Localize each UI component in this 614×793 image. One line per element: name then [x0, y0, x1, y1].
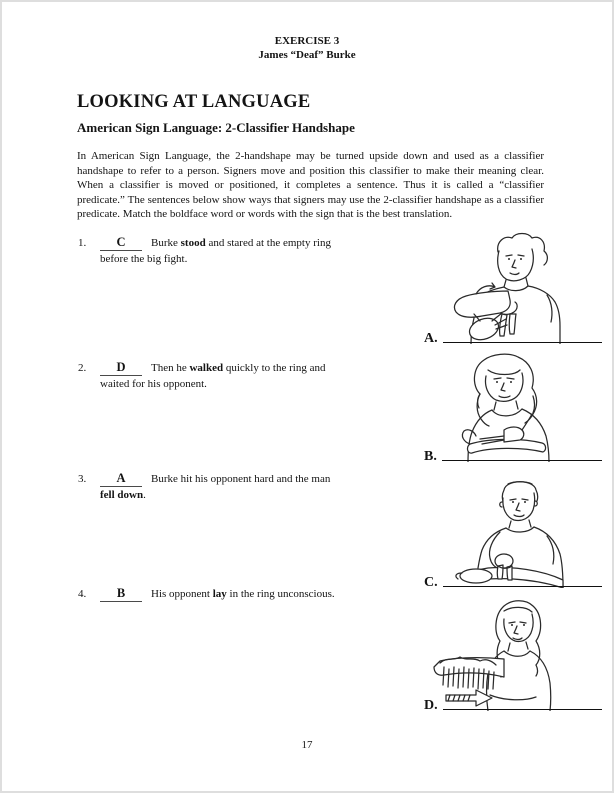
- figure-letter: C.: [424, 575, 438, 590]
- exercise-item-3: [78, 471, 418, 503]
- sentence-text: before the big fight.: [100, 252, 188, 265]
- figure-a-label-row: [424, 332, 602, 346]
- answer-blank: [100, 361, 142, 376]
- item-line-2: [100, 252, 418, 268]
- answer-letter: A: [116, 471, 126, 485]
- item-line-2: [100, 377, 418, 393]
- sentence-text: and stared at the empty ring: [205, 237, 331, 249]
- sentence-text: quickly to the ring and: [223, 362, 326, 374]
- answer-blank: [100, 472, 142, 487]
- answer-blank: [100, 587, 142, 602]
- figure-a: [420, 228, 608, 346]
- intro-paragraph: In American Sign Language, the 2-handshape may be turned upside down and used as a classifier handshape to refer to a person. Signers move and position this classifier to make their meaning clear. When a classifier is moved or positioned, it completes a sentence. Thus it is called a “classifier predicate.” The sentences below show ways that signers may use the 2-classifier handshape as a classifier predicate. Match the boldface word or words with the sign that is the best translation.: [77, 150, 544, 221]
- signing-arm-blurred-hand: [434, 657, 504, 689]
- figure-d: [420, 593, 608, 713]
- boldface-word: stood: [180, 237, 206, 249]
- sentence-text: waited for his opponent.: [100, 377, 207, 390]
- figure-c: [420, 472, 608, 590]
- sentence-text: His opponent: [151, 588, 213, 600]
- sign-illustration-stand: [442, 476, 592, 588]
- signing-hands: [462, 414, 545, 453]
- person-woman: [487, 601, 551, 711]
- figure-letter: A.: [424, 331, 438, 346]
- item-number: 2.: [78, 362, 87, 374]
- exercise-item-4: [78, 586, 418, 603]
- answer-letter: B: [116, 586, 126, 600]
- exercise-item-2: [78, 360, 418, 392]
- item-line-1: [100, 472, 418, 488]
- page-title: LOOKING AT LANGUAGE: [77, 92, 311, 112]
- figure-baseline: [442, 460, 602, 461]
- section-subtitle: American Sign Language: 2-Classifier Handshape: [77, 120, 355, 135]
- sign-illustration-lay: [434, 352, 584, 462]
- boldface-word: lay: [212, 588, 227, 600]
- sign-illustration-fall-down: [438, 232, 588, 344]
- sentence-text: in the ring unconscious.: [226, 588, 335, 600]
- item-number: 3.: [78, 473, 87, 485]
- item-line-1: [100, 587, 418, 603]
- answer-blank: [100, 236, 142, 251]
- exercise-heading: EXERCISE 3: [274, 35, 340, 47]
- figure-baseline: [443, 342, 602, 343]
- answer-letter: C: [116, 235, 126, 249]
- figure-baseline: [443, 709, 602, 710]
- sentence-text: Burke hit his opponent hard and the man: [151, 473, 331, 485]
- sign-illustration-walk: [420, 597, 575, 711]
- item-line-1: [100, 236, 418, 252]
- answer-letter: D: [116, 360, 126, 374]
- exercise-subject-name: James “Deaf” Burke: [258, 49, 356, 61]
- figure-baseline: [443, 586, 602, 587]
- item-line-1: [100, 361, 418, 377]
- sentence-text: Burke: [151, 237, 181, 249]
- sentence-text: .: [143, 488, 146, 501]
- figure-b-label-row: [424, 450, 602, 464]
- item-number: 4.: [78, 588, 87, 600]
- exercise-item-1: [78, 235, 418, 267]
- figure-b: [420, 348, 608, 464]
- sentence-text: Then he: [151, 362, 190, 374]
- figure-letter: B.: [424, 449, 437, 464]
- figure-letter: D.: [424, 698, 438, 713]
- item-line-2: [100, 488, 418, 504]
- boldface-word: fell down: [100, 488, 144, 501]
- figure-c-label-row: [424, 576, 602, 590]
- item-number: 1.: [78, 237, 87, 249]
- page-number: 17: [301, 739, 313, 751]
- boldface-word: walked: [189, 362, 224, 374]
- figure-d-label-row: [424, 699, 602, 713]
